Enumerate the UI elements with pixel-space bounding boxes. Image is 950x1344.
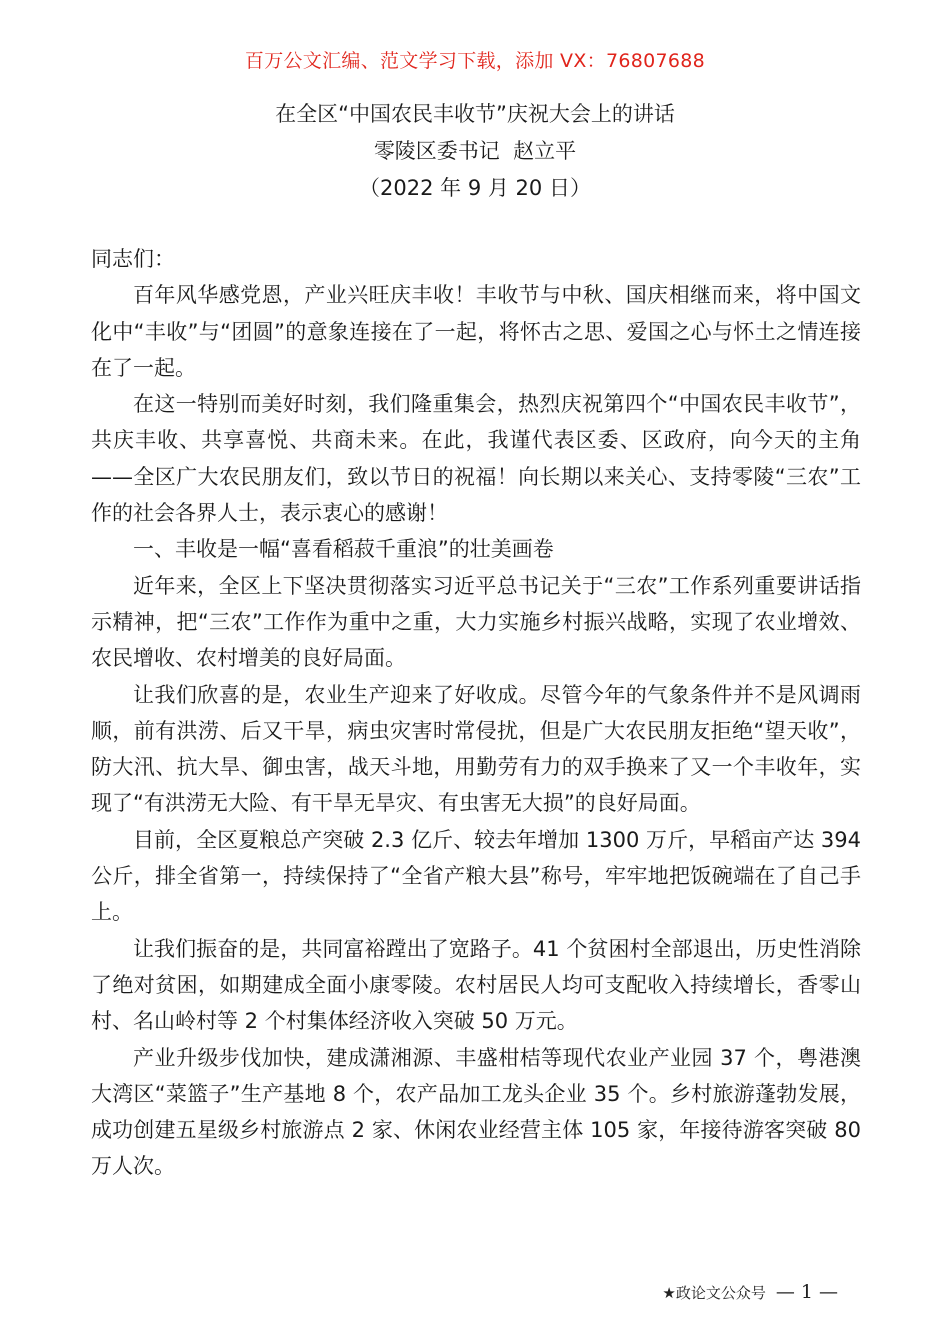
footer-source: ★政论文公众号 [662,1283,766,1302]
page-number: — 1 — [775,1281,838,1303]
section-heading: 一、丰收是一幅“喜看稻菽千重浪”的壮美画卷 [133,537,554,562]
paragraph: 产业升级步伐加快，建成潇湘源、丰盛柑桔等现代农业产业园 37 个，粤港澳大湾区“菜篮子”生产基地 8 个，农产品加工龙头企业 35 个。乡村旅游蓬勃发展，成功创建五星级乡村旅游点 2 家、休闲农业经营主体 105 家，年接待游客突破 80 万人次。 [91,1045,861,1179]
title-block [0,96,950,207]
paragraph: 在这一特别而美好时刻，我们隆重集会，热烈庆祝第四个“中国农民丰收节”，共庆丰收、共享喜悦、共商未来。在此，我谨代表区委、区政府，向今天的主角——全区广大农民朋友们，致以节日的祝福！向长期以来关心、支持零陵“三农”工作的社会各界人士，表示衷心的感谢！ [91,392,861,526]
speech-title: 在全区“中国农民丰收节”庆祝大会上的讲话 [275,102,675,126]
speaker-line: 零陵区委书记 赵立平 [373,139,577,163]
page-footer [662,1281,838,1303]
paragraph: 近年来，全区上下坚决贯彻落实习近平总书记关于“三农”工作系列重要讲话指示精神，把“三农”工作作为重中之重，大力实施乡村振兴战略，实现了农业增效、农民增收、农村增美的良好局面。 [91,573,861,671]
greeting: 同志们： [91,247,175,271]
speech-body [91,241,861,1185]
paragraph: 让我们振奋的是，共同富裕蹚出了宽路子。41 个贫困村全部退出，历史性消除了绝对贫困，如期建成全面小康零陵。农村居民人均可支配收入持续增长，香零山村、名山岭村等 2 个村集体经济收入突破 50 万元。 [91,936,861,1034]
paragraph: 让我们欣喜的是，农业生产迎来了好收成。尽管今年的气象条件并不是风调雨顺，前有洪涝、后又干旱，病虫灾害时常侵扰，但是广大农民朋友拒绝“望天收”，防大汛、抗大旱、御虫害，战天斗地，用勤劳有力的双手换来了又一个丰收年，实现了“有洪涝无大险、有干旱无旱灾、有虫害无大损”的良好局面。 [91,682,861,816]
header-banner: 百万公文汇编、范文学习下载，添加 VX：76807688 [244,50,706,72]
paragraph: 百年风华感党恩，产业兴旺庆丰收！丰收节与中秋、国庆相继而来，将中国文化中“丰收”与“团圆”的意象连接在了一起，将怀古之思、爱国之心与怀土之情连接在了一起。 [91,283,861,380]
paragraph: 目前，全区夏粮总产突破 2.3 亿斤、较去年增加 1300 万斤，早稻亩产达 394 公斤，排全省第一，持续保持了“全省产粮大县”称号，牢牢地把饭碗端在了自己手上。 [91,827,861,925]
speech-date: （2022 年 9 月 20 日） [359,176,591,200]
